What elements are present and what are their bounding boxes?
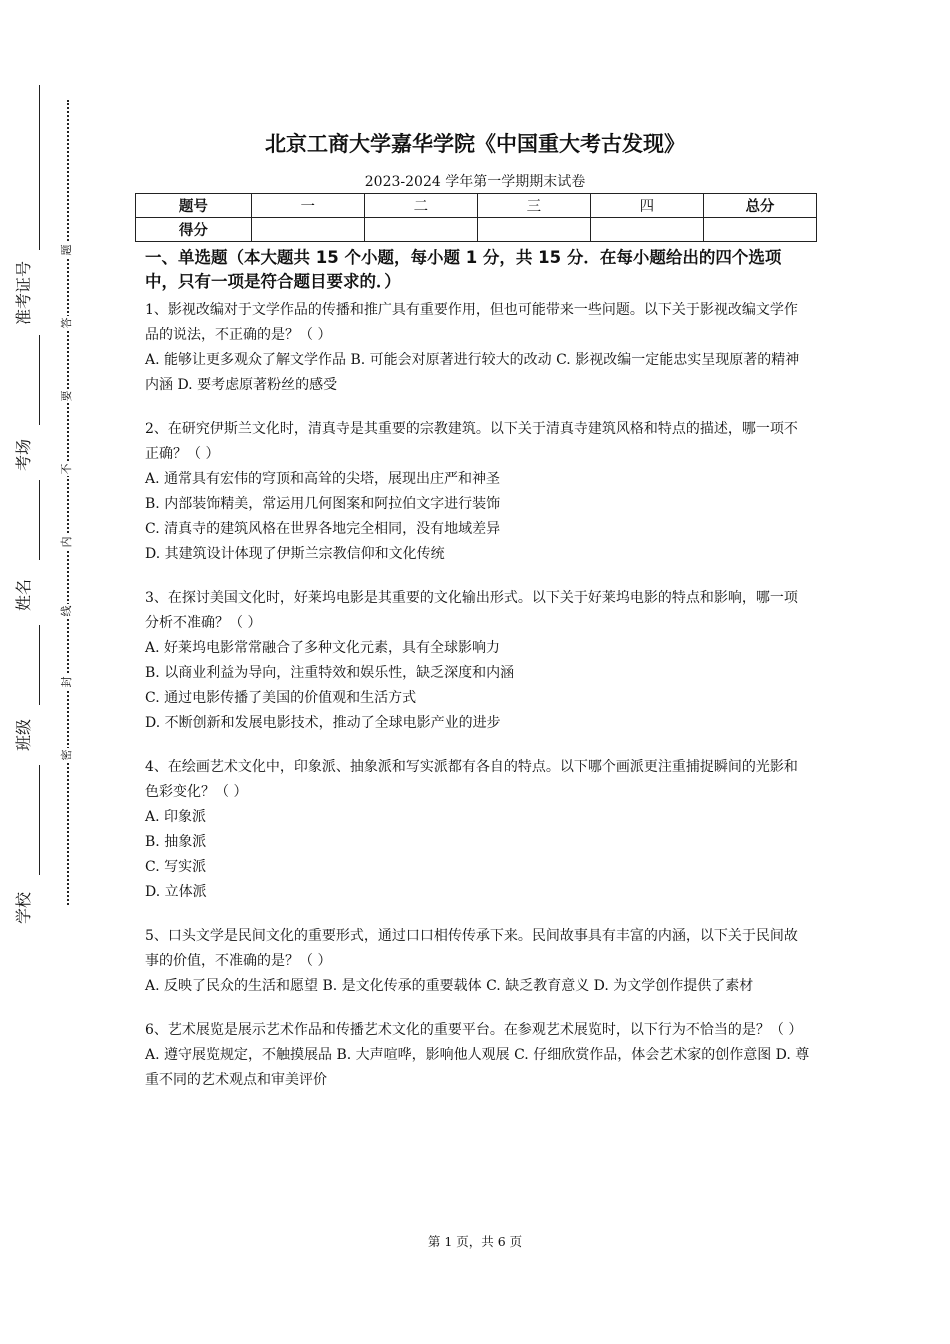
question-3	[145, 586, 810, 736]
score-cell: 总分	[703, 194, 816, 218]
blank-line	[39, 765, 40, 875]
score-header-row	[136, 194, 817, 218]
question-4	[145, 755, 810, 905]
score-cell: 题号	[136, 194, 252, 218]
seal-char: 封	[60, 676, 73, 688]
question-options: A. 能够让更多观众了解文学作品 B. 可能会对原著进行较大的改动 C. 影视改编一定能忠实呈现原著的精神内涵 D. 要考虑原著粉丝的感受	[145, 352, 800, 393]
blank-line	[39, 335, 40, 425]
blank-line	[39, 85, 40, 250]
blank-line	[39, 625, 40, 705]
label-exam-room: 考场	[14, 439, 33, 472]
seal-char: 密	[60, 749, 73, 761]
score-cell: 四	[590, 194, 703, 218]
option-d: D. 不断创新和发展电影技术，推动了全球电影产业的进步	[145, 715, 501, 731]
question-options: A. 遵守展览规定，不触摸展品 B. 大声喧哗，影响他人观展 C. 仔细欣赏作品，体会艺术家的创作意图 D. 尊重不同的艺术观点和审美评价	[145, 1047, 810, 1088]
score-table	[135, 193, 817, 242]
label-school: 学校	[14, 892, 33, 925]
option-a: A. 好莱坞电影常常融合了多种文化元素，具有全球影响力	[145, 640, 501, 656]
score-value-row	[136, 218, 817, 242]
label-class: 班级	[14, 719, 33, 752]
question-stem: 2、在研究伊斯兰文化时，清真寺是其重要的宗教建筑。以下关于清真寺建筑风格和特点的描述，哪一项不正确？（ ）	[145, 421, 798, 462]
question-stem: 5、口头文学是民间文化的重要形式，通过口口相传传承下来。民间故事具有丰富的内涵，以下关于民间故事的价值，不准确的是？（ ）	[145, 928, 798, 969]
page-number: 第 1 页，共 6 页	[427, 1234, 523, 1249]
score-input-cell	[251, 218, 364, 242]
option-b: B. 以商业利益为导向，注重特效和娱乐性，缺乏深度和内涵	[145, 665, 515, 681]
option-a: A. 通常具有宏伟的穹顶和高耸的尖塔，展现出庄严和神圣	[145, 471, 501, 487]
option-c: C. 通过电影传播了美国的价值观和生活方式	[145, 690, 417, 706]
seal-char: 线	[60, 605, 73, 617]
seal-char: 不	[60, 463, 73, 475]
question-6	[145, 1018, 810, 1093]
label-exam-number: 准考证号	[14, 260, 33, 325]
question-2	[145, 417, 810, 567]
label-name: 姓名	[14, 579, 33, 612]
seal-line	[67, 100, 69, 905]
question-1	[145, 298, 810, 398]
question-5	[145, 924, 810, 999]
question-stem: 4、在绘画艺术文化中，印象派、抽象派和写实派都有各自的特点。以下哪个画派更注重捕捉瞬间的光影和色彩变化？（ ）	[145, 759, 798, 800]
option-b: B. 抽象派	[145, 834, 207, 850]
question-stem: 1、影视改编对于文学作品的传播和推广具有重要作用，但也可能带来一些问题。以下关于影视改编文学作品的说法，不正确的是？（ ）	[145, 302, 798, 343]
score-input-cell	[477, 218, 590, 242]
score-input-cell	[364, 218, 477, 242]
exam-content	[145, 246, 810, 1112]
seal-char: 内	[60, 536, 73, 548]
score-cell: 得分	[136, 218, 252, 242]
binding-margin	[0, 0, 60, 1344]
option-d: D. 其建筑设计体现了伊斯兰宗教信仰和文化传统	[145, 546, 445, 562]
score-input-cell	[703, 218, 816, 242]
seal-char: 要	[60, 390, 73, 402]
option-b: B. 内部装饰精美，常运用几何图案和阿拉伯文字进行装饰	[145, 496, 501, 512]
page-title: 北京工商大学嘉华学院《中国重大考古发现》	[265, 132, 685, 156]
question-options: A. 反映了民众的生活和愿望 B. 是文化传承的重要载体 C. 缺乏教育意义 D. 为文学创作提供了素材	[145, 978, 754, 994]
score-cell: 二	[364, 194, 477, 218]
option-c: C. 清真寺的建筑风格在世界各地完全相同，没有地域差异	[145, 521, 501, 537]
option-d: D. 立体派	[145, 884, 207, 900]
question-stem: 6、艺术展览是展示艺术作品和传播艺术文化的重要平台。在参观艺术展览时，以下行为不恰当的是？（ ）	[145, 1022, 803, 1038]
option-c: C. 写实派	[145, 859, 207, 875]
seal-char: 题	[60, 244, 73, 256]
question-stem: 3、在探讨美国文化时，好莱坞电影是其重要的文化输出形式。以下关于好莱坞电影的特点和影响，哪一项分析不准确？（ ）	[145, 590, 798, 631]
page-subtitle: 2023-2024 学年第一学期期末试卷	[364, 174, 586, 190]
score-cell: 一	[251, 194, 364, 218]
seal-char: 答	[60, 317, 73, 329]
blank-line	[39, 480, 40, 560]
score-cell: 三	[477, 194, 590, 218]
section-heading: 一、单选题（本大题共 15 个小题，每小题 1 分，共 15 分．在每小题给出的四个选项中，只有一项是符合题目要求的．）	[145, 248, 782, 291]
score-input-cell	[590, 218, 703, 242]
option-a: A. 印象派	[145, 809, 207, 825]
